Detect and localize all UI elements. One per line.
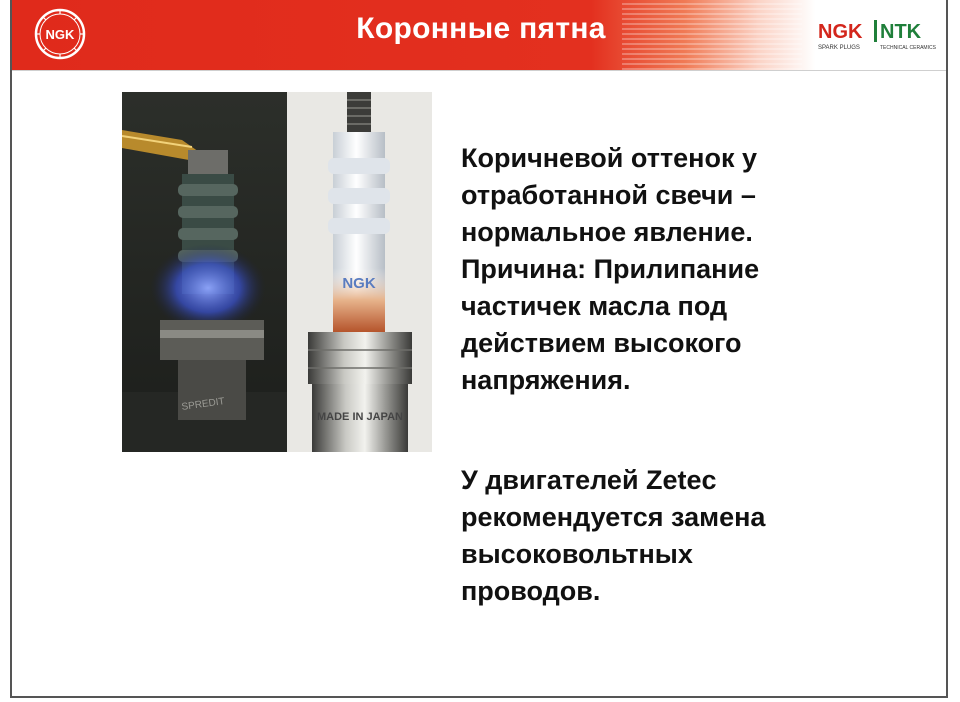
ngk-ntk-brand-logo [816,18,940,52]
slide [10,0,948,698]
text-line: напряжения. [461,365,631,395]
paragraph-cause [461,140,861,399]
text-line: нормальное явление. [461,217,753,247]
text-line: рекомендуется замена [461,502,766,532]
header-bar [12,0,946,71]
spark-plug-photo [122,92,432,452]
brand-logo-ngk-subtext: SPARK PLUGS [818,45,860,51]
text-line: Причина: Прилипание [461,254,760,284]
text-line: Коричневой оттенок у [461,143,758,173]
brand-logo-ntk-subtext: TECHNICAL CERAMICS [880,45,936,51]
body-text [461,140,861,610]
page-title: Коронные пятна [356,12,606,45]
plug-brand-mark: NGK [342,275,376,292]
text-line: частичек масла под [461,291,728,321]
brand-logo-ngk-text: NGK [818,21,863,43]
ngk-badge-text: NGK [45,27,75,42]
text-line: У двигателей Zetec [461,465,717,495]
plug-hex-marking: MADE IN JAPAN [317,411,403,423]
text-line: отработанной свечи – [461,180,756,210]
plug-left-marking: SPREDIT [180,396,226,413]
text-line: действием высокого [461,328,742,358]
text-line: высоковольтных [461,539,693,569]
paragraph-recommendation [461,462,861,610]
text-line: проводов. [461,576,601,606]
brand-logo-ntk-text: NTK [880,21,922,43]
